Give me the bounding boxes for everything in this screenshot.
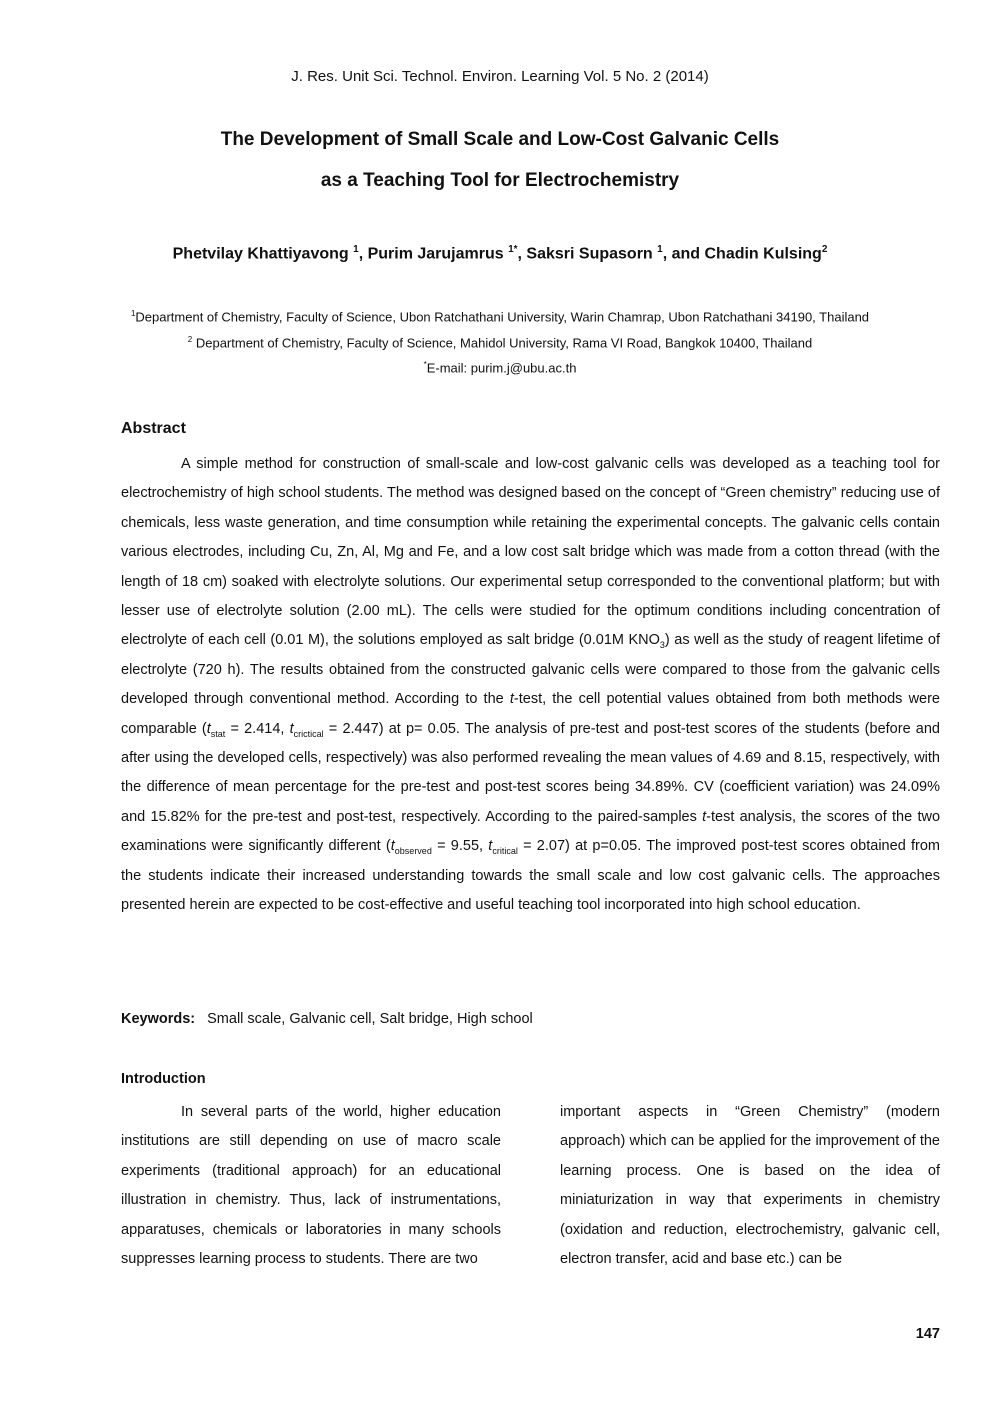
abstract-paragraph <box>121 450 940 921</box>
introduction-right-column <box>560 1098 940 1274</box>
author-name: Phetvilay Khattiyavong <box>172 245 354 263</box>
subscript: crictical <box>293 728 324 739</box>
author-name: , and Chadin Kulsing <box>662 245 822 263</box>
italic-t: t <box>702 808 707 825</box>
affiliation-text: Department of Chemistry, Faculty of Science, Ubon Ratchathani University, Warin Chamrap, Ubon Ratchathani 34190, Thailand <box>135 309 870 325</box>
page-number: 147 <box>915 1326 940 1342</box>
subscript: critical <box>492 846 518 857</box>
subscript: observed <box>394 846 432 857</box>
subscript: stat <box>210 728 226 739</box>
italic-t: t <box>390 838 395 855</box>
paper-title-line-2: as a Teaching Tool for Electrochemistry <box>320 170 680 191</box>
affiliation-marker: 1 <box>657 244 663 255</box>
italic-t: t <box>206 720 211 737</box>
abstract-text: -test analysis, the scores of the two examinations were significantly different ( <box>121 808 941 855</box>
keywords-text: Small scale, Galvanic cell, Salt bridge, High school <box>207 1011 533 1027</box>
keywords-line <box>121 1011 533 1027</box>
author-list <box>0 244 1000 263</box>
abstract-text: = 2.07) at p=0.05. The improved post-test scores obtained from the students indicate their increased understanding towards the small scale and low cost galvanic cells. The approaches presented herein are expected to be cost-effective and useful teaching tool incorporated into high school education. <box>121 838 940 914</box>
italic-t: t <box>509 691 514 708</box>
introduction-left-column <box>121 1098 501 1274</box>
abstract-text: = 9.55, <box>431 838 489 855</box>
introduction-paragraph: In several parts of the world, higher education institutions are still depending on use of macro scale experiments (traditional approach) for an educational illustration in chemistry. Thus, lack of instrumentations, apparatuses, chemicals or laboratories in many schools suppresses learning process to students. There are two <box>121 1104 501 1268</box>
journal-header: J. Res. Unit Sci. Technol. Environ. Learning Vol. 5 No. 2 (2014) <box>291 68 709 85</box>
abstract-text: ) as well as the study of reagent lifetime of electrolyte (720 h). The results obtained from the constructed galvanic cells were compared to those from the galvanic cells developed through conventional method. According to the <box>121 632 940 708</box>
affiliation-marker: 2 <box>187 335 193 344</box>
abstract-heading: Abstract <box>121 420 186 437</box>
author-name: , Purim Jarujamrus <box>358 245 509 263</box>
abstract-body <box>121 450 940 921</box>
introduction-heading: Introduction <box>121 1071 206 1087</box>
paper-title-line-1: The Development of Small Scale and Low-Cost Galvanic Cells <box>220 129 780 150</box>
abstract-text: -test, the cell potential values obtained from both methods were comparable ( <box>121 691 940 737</box>
corresponding-marker: * <box>423 360 427 369</box>
abstract-text: A simple method for construction of small-scale and low-cost galvanic cells was developed as a teaching tool for electrochemistry of high school students. The method was designed based on the concept of “Green chemistry” reducing use of chemicals, less waste generation, and time consumption while retaining the experimental concepts. The galvanic cells contain various electrodes, including Cu, Zn, Al, Mg and Fe, and a low cost salt bridge which was made from a cotton thread (with the length of 18 cm) soaked with electrolyte solutions. Our experimental setup corresponded to the conventional platform; but with lesser use of electrolyte solution (2.00 mL). The cells were studied for the optimum conditions including concentration of electrolyte of each cell (0.01 M), the solutions employed as salt bridge (0.01M KNO <box>121 456 940 649</box>
affiliation-text: Department of Chemistry, Faculty of Science, Mahidol University, Rama VI Road, Bangkok 10400, Thailand <box>192 335 813 351</box>
affiliation-marker: 2 <box>821 244 828 255</box>
italic-t: t <box>488 838 493 855</box>
abstract-text: = 2.414, <box>225 720 290 737</box>
affiliation-1 <box>0 309 1000 324</box>
abstract-text: = 2.447) at p= 0.05. The analysis of pre-test and post-test scores of the students (before and after using the developed cells, respectively) was also performed revealing the mean values of 4.69 and 8.15, respectively, with the difference of mean percentage for the pre-test and post-test scores being 34.89%. CV (coefficient variation) was 24.09% and 15.82% for the pre-test and post-test, respectively. According to the paired-samples <box>121 720 940 825</box>
author-name: , Saksri Supasorn <box>517 245 658 263</box>
keywords-label: Keywords: <box>121 1011 196 1027</box>
affiliation-2 <box>0 335 1000 350</box>
affiliation-marker: 1* <box>508 244 518 255</box>
email-text: E-mail: purim.j@ubu.ac.th <box>426 360 577 376</box>
subscript: 3 <box>659 640 665 651</box>
affiliation-marker: 1 <box>130 309 136 318</box>
italic-t: t <box>289 720 294 737</box>
corresponding-email <box>0 360 1000 375</box>
introduction-paragraph: important aspects in “Green Chemistry” (modern approach) which can be applied for the improvement of the learning process. One is based on the idea of miniaturization in way that experiments in chemistry (oxidation and reduction, electrochemistry, galvanic cell, electron transfer, acid and base etc.) can be <box>560 1104 940 1268</box>
affiliation-marker: 1 <box>353 244 359 255</box>
